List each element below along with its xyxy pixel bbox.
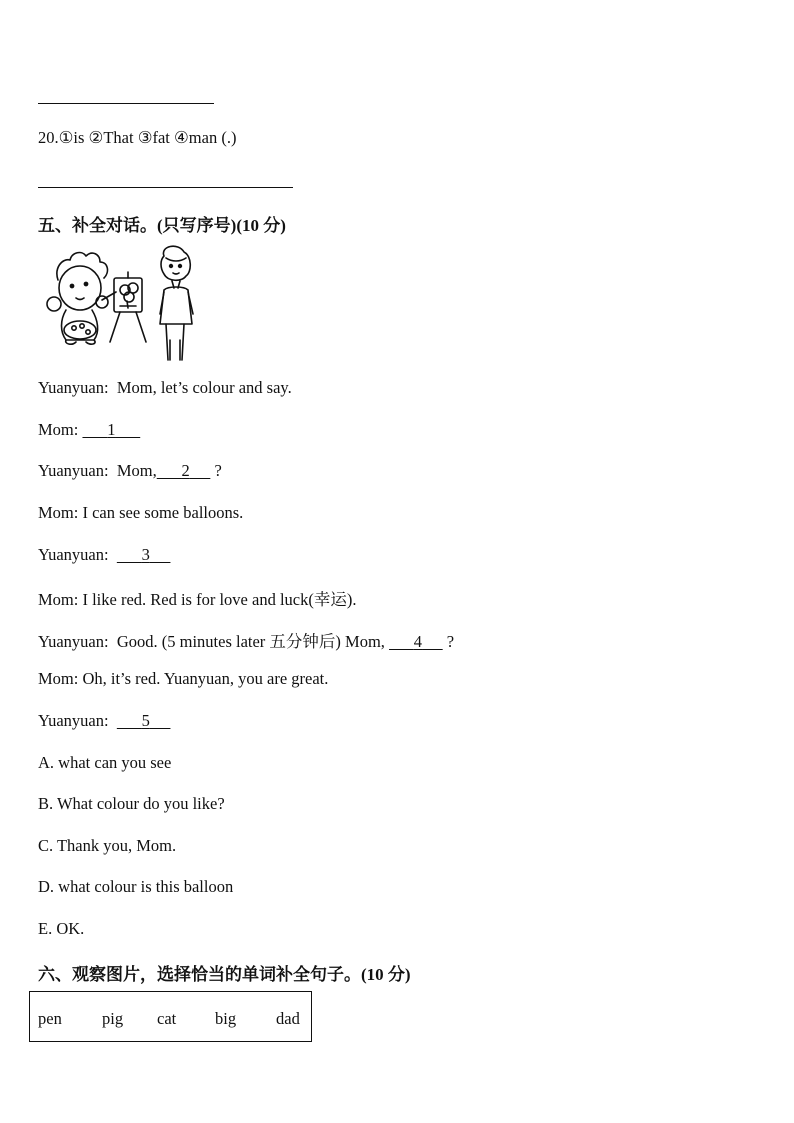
option-d: D. what colour is this balloon [38, 877, 234, 896]
dialogue-line: Yuanyuan: Good. (5 minutes later 五分钟后) Mom, 4 ? [38, 632, 455, 651]
word-bank [29, 991, 312, 1042]
dialogue-line: Yuanyuan: 3 [38, 545, 170, 565]
word-bank-item: dad [276, 1009, 300, 1028]
option-b: B. What colour do you like? [38, 794, 225, 813]
word-bank-item: pig [102, 1009, 124, 1028]
dialogue-line: Mom: I can see some balloons. [38, 503, 244, 522]
dialogue-line: Mom: 1 [38, 420, 140, 440]
option-c: C. Thank you, Mom. [38, 836, 177, 855]
word-bank-item: pen [38, 1009, 62, 1028]
section-5-heading: 五、补全对话。(只写序号)(10 分) [38, 216, 286, 236]
word-bank-item: big [215, 1009, 237, 1028]
blank-3[interactable]: 3 [141, 545, 150, 564]
question-20: 20.①is ②That ③fat ④man (.) [38, 128, 237, 147]
option-a: A. what can you see [38, 753, 172, 772]
dialogue-line: Yuanyuan: Mom, let’s colour and say. [38, 378, 292, 397]
answer-line [38, 187, 293, 188]
dialogue-line: Mom: I like red. Red is for love and luck(幸运). [38, 590, 357, 609]
blank-1[interactable]: 1 [107, 420, 116, 439]
dialogue-line: Yuanyuan: Mom, 2 ? [38, 461, 222, 480]
blank-2[interactable]: 2 [181, 461, 190, 480]
word-bank-item: cat [157, 1009, 177, 1028]
dialogue-line: Mom: Oh, it’s red. Yuanyuan, you are great. [38, 669, 329, 688]
illustration [36, 244, 198, 366]
answer-line [38, 103, 214, 104]
option-e: E. OK. [38, 919, 85, 938]
dialogue-line: Yuanyuan: 5 [38, 711, 170, 731]
blank-5[interactable]: 5 [141, 711, 150, 730]
blank-4[interactable]: 4 [413, 632, 423, 651]
section-6-heading: 六、观察图片，选择恰当的单词补全句子。(10 分) [38, 965, 411, 985]
